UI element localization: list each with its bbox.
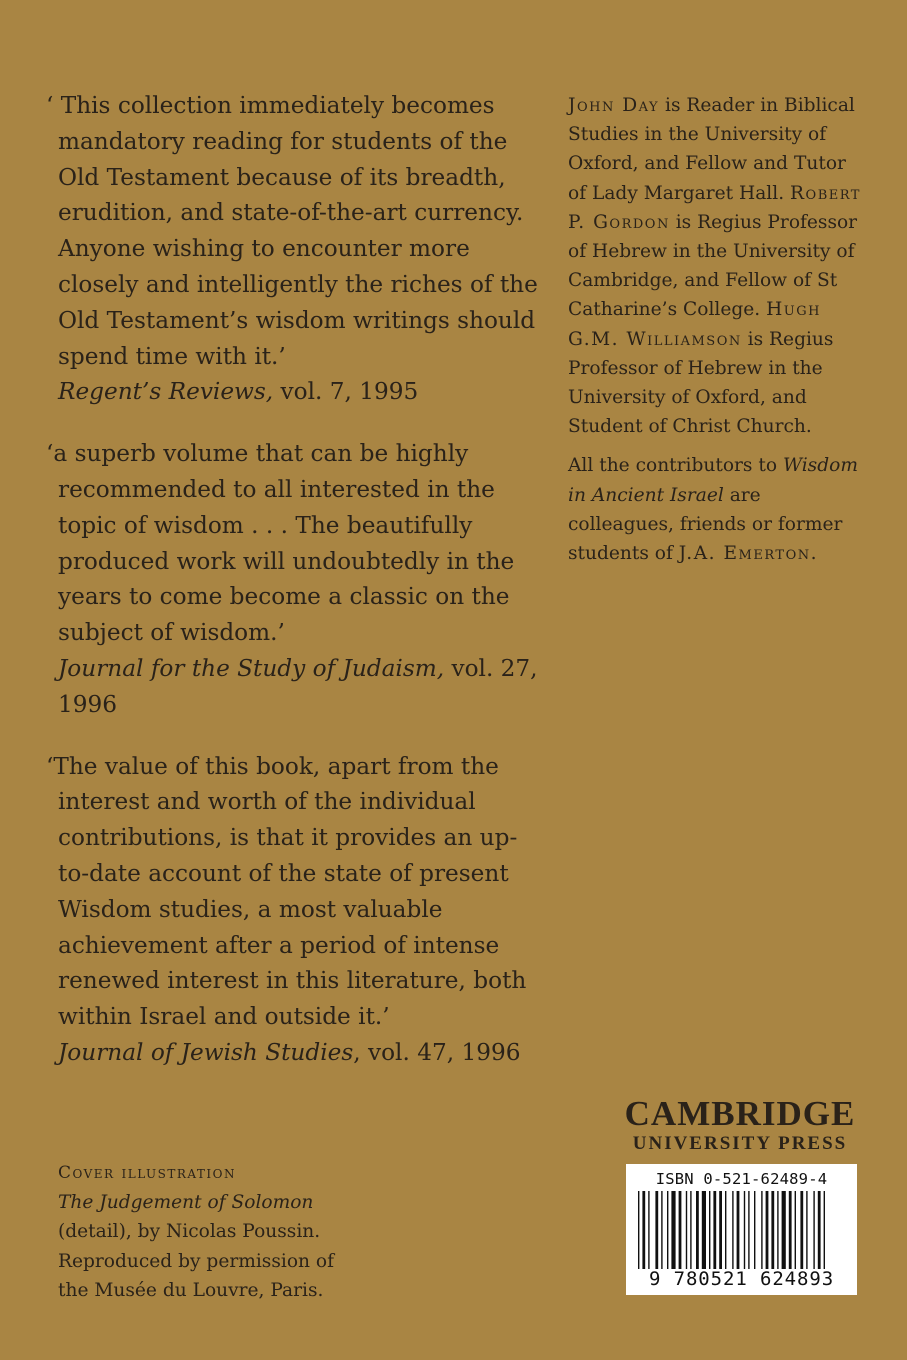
ean-number: 9 780521 624893 (648, 1268, 835, 1290)
isbn-barcode (626, 1164, 857, 1295)
cover-credit-body (58, 1188, 358, 1305)
barcode-bar (754, 1191, 755, 1269)
barcode-bar (702, 1191, 706, 1269)
barcode-bar (824, 1191, 825, 1269)
barcode-bars (636, 1191, 847, 1269)
editor-bio-text: is Regius Professor of Hebrew in the University of Oxford, and Student of Christ Church. (568, 328, 834, 438)
editor-name: John Day (568, 95, 660, 116)
editor-name: Hugh G.M. Williamson (568, 299, 821, 350)
barcode-bar (638, 1191, 639, 1269)
barcode-bar (696, 1191, 699, 1269)
barcode-bar (725, 1191, 726, 1269)
contributors-paragraph (568, 451, 868, 568)
editor-bios (568, 91, 868, 568)
review-quote (46, 88, 538, 410)
quote-citation (58, 374, 538, 410)
barcode-bar (642, 1191, 645, 1269)
publisher-logo (624, 1095, 856, 1155)
quote-text: ‘The value of this book, apart from the interest and worth of the individual contributions, is that it provides an up-to-date account of the state of present Wisdom studies, a most valuable achievement after a period of intense renewed interest in this literature, both within Israel and outside it.’ (46, 752, 527, 1031)
cover-credit-heading: Cover illustration (58, 1163, 236, 1183)
barcode-bar (777, 1191, 778, 1269)
cover-credit (58, 1159, 358, 1305)
barcode-bar (761, 1191, 762, 1269)
quote-details: , vol. 47, 1996 (353, 1038, 521, 1066)
book-title: Wisdom in Ancient Israel (568, 455, 858, 506)
barcode-bar (690, 1191, 691, 1269)
barcode-bar (813, 1191, 814, 1269)
editor-bio-text: is Regius Professor of Hebrew in the University of Cambridge, and Fellow of St Catharine’s College. (568, 211, 858, 321)
cover-credit-text: (detail), by Nicolas Poussin. Reproduced by permission of the Musée du Louvre, Paris. (58, 1221, 334, 1301)
barcode-bar (782, 1191, 786, 1269)
contributors-text: are colleagues, friends or former students of (568, 484, 843, 565)
barcode-bar (795, 1191, 796, 1269)
barcode-bar (744, 1191, 745, 1269)
barcode-bar (713, 1191, 716, 1269)
barcode-bar (655, 1191, 658, 1269)
isbn-label: ISBN 0-521-62489-4 (655, 1170, 828, 1188)
barcode-bar (771, 1191, 774, 1269)
barcode-bar (719, 1191, 722, 1269)
barcode-bar (806, 1191, 807, 1269)
quote-details: vol. 7, 1995 (273, 378, 419, 406)
barcode-bar (748, 1191, 749, 1269)
quote-source: Journal of Jewish Studies (58, 1038, 354, 1066)
barcode-bar (766, 1191, 769, 1269)
barcode-bar (648, 1191, 649, 1269)
review-quote (46, 436, 538, 722)
quote-citation (58, 651, 538, 723)
barcode-bar (679, 1191, 682, 1269)
editors-paragraph (568, 91, 868, 441)
review-quotes (46, 88, 538, 1097)
contributors-text: . (810, 543, 817, 565)
barcode-bar (737, 1191, 740, 1269)
editor-bio-text: is Reader in Biblical Studies in the University of Oxford, and Fellow and Tutor of Lady Margaret Hall. (568, 95, 855, 204)
quote-source: Journal for the Study of Judaism, (58, 654, 445, 682)
review-quote (46, 749, 538, 1071)
quote-details: vol. 27, 1996 (58, 654, 538, 718)
barcode-bar (818, 1191, 821, 1269)
barcode-bar (661, 1191, 662, 1269)
contributors-text: All the contributors to (568, 455, 783, 477)
barcode-bar (732, 1191, 733, 1269)
publisher-name: CAMBRIDGE (624, 1094, 856, 1133)
barcode-bar (667, 1191, 668, 1269)
barcode-bar (686, 1191, 687, 1269)
honoree-name: J.A. Emerton (678, 543, 811, 565)
quote-text: ‘a superb volume that can be highly recommended to all interested in the topic of wisdom . . . The beautifully produced work will undoubtedly in the years to come become a classic on the subject of wisdom.’ (46, 440, 515, 647)
editor-name: Robert P. Gordon (568, 182, 861, 233)
painting-title: The Judgement of Solomon (58, 1192, 314, 1214)
barcode-bar (800, 1191, 803, 1269)
quote-citation (58, 1035, 538, 1071)
barcode-bar (671, 1191, 675, 1269)
barcode-bar (789, 1191, 792, 1269)
publisher-subname: UNIVERSITY PRESS (632, 1133, 848, 1154)
barcode-bar (709, 1191, 710, 1269)
quote-source: Regent’s Reviews, (58, 378, 274, 406)
quote-text: ‘ This collection immediately becomes mandatory reading for students of the Old Testament because of its breadth, erudition, and state-of-the-art currency. Anyone wishing to encounter more closely and intelligently the riches of the Old Testament’s wisdom writings should spend time with it.’ (46, 92, 538, 370)
